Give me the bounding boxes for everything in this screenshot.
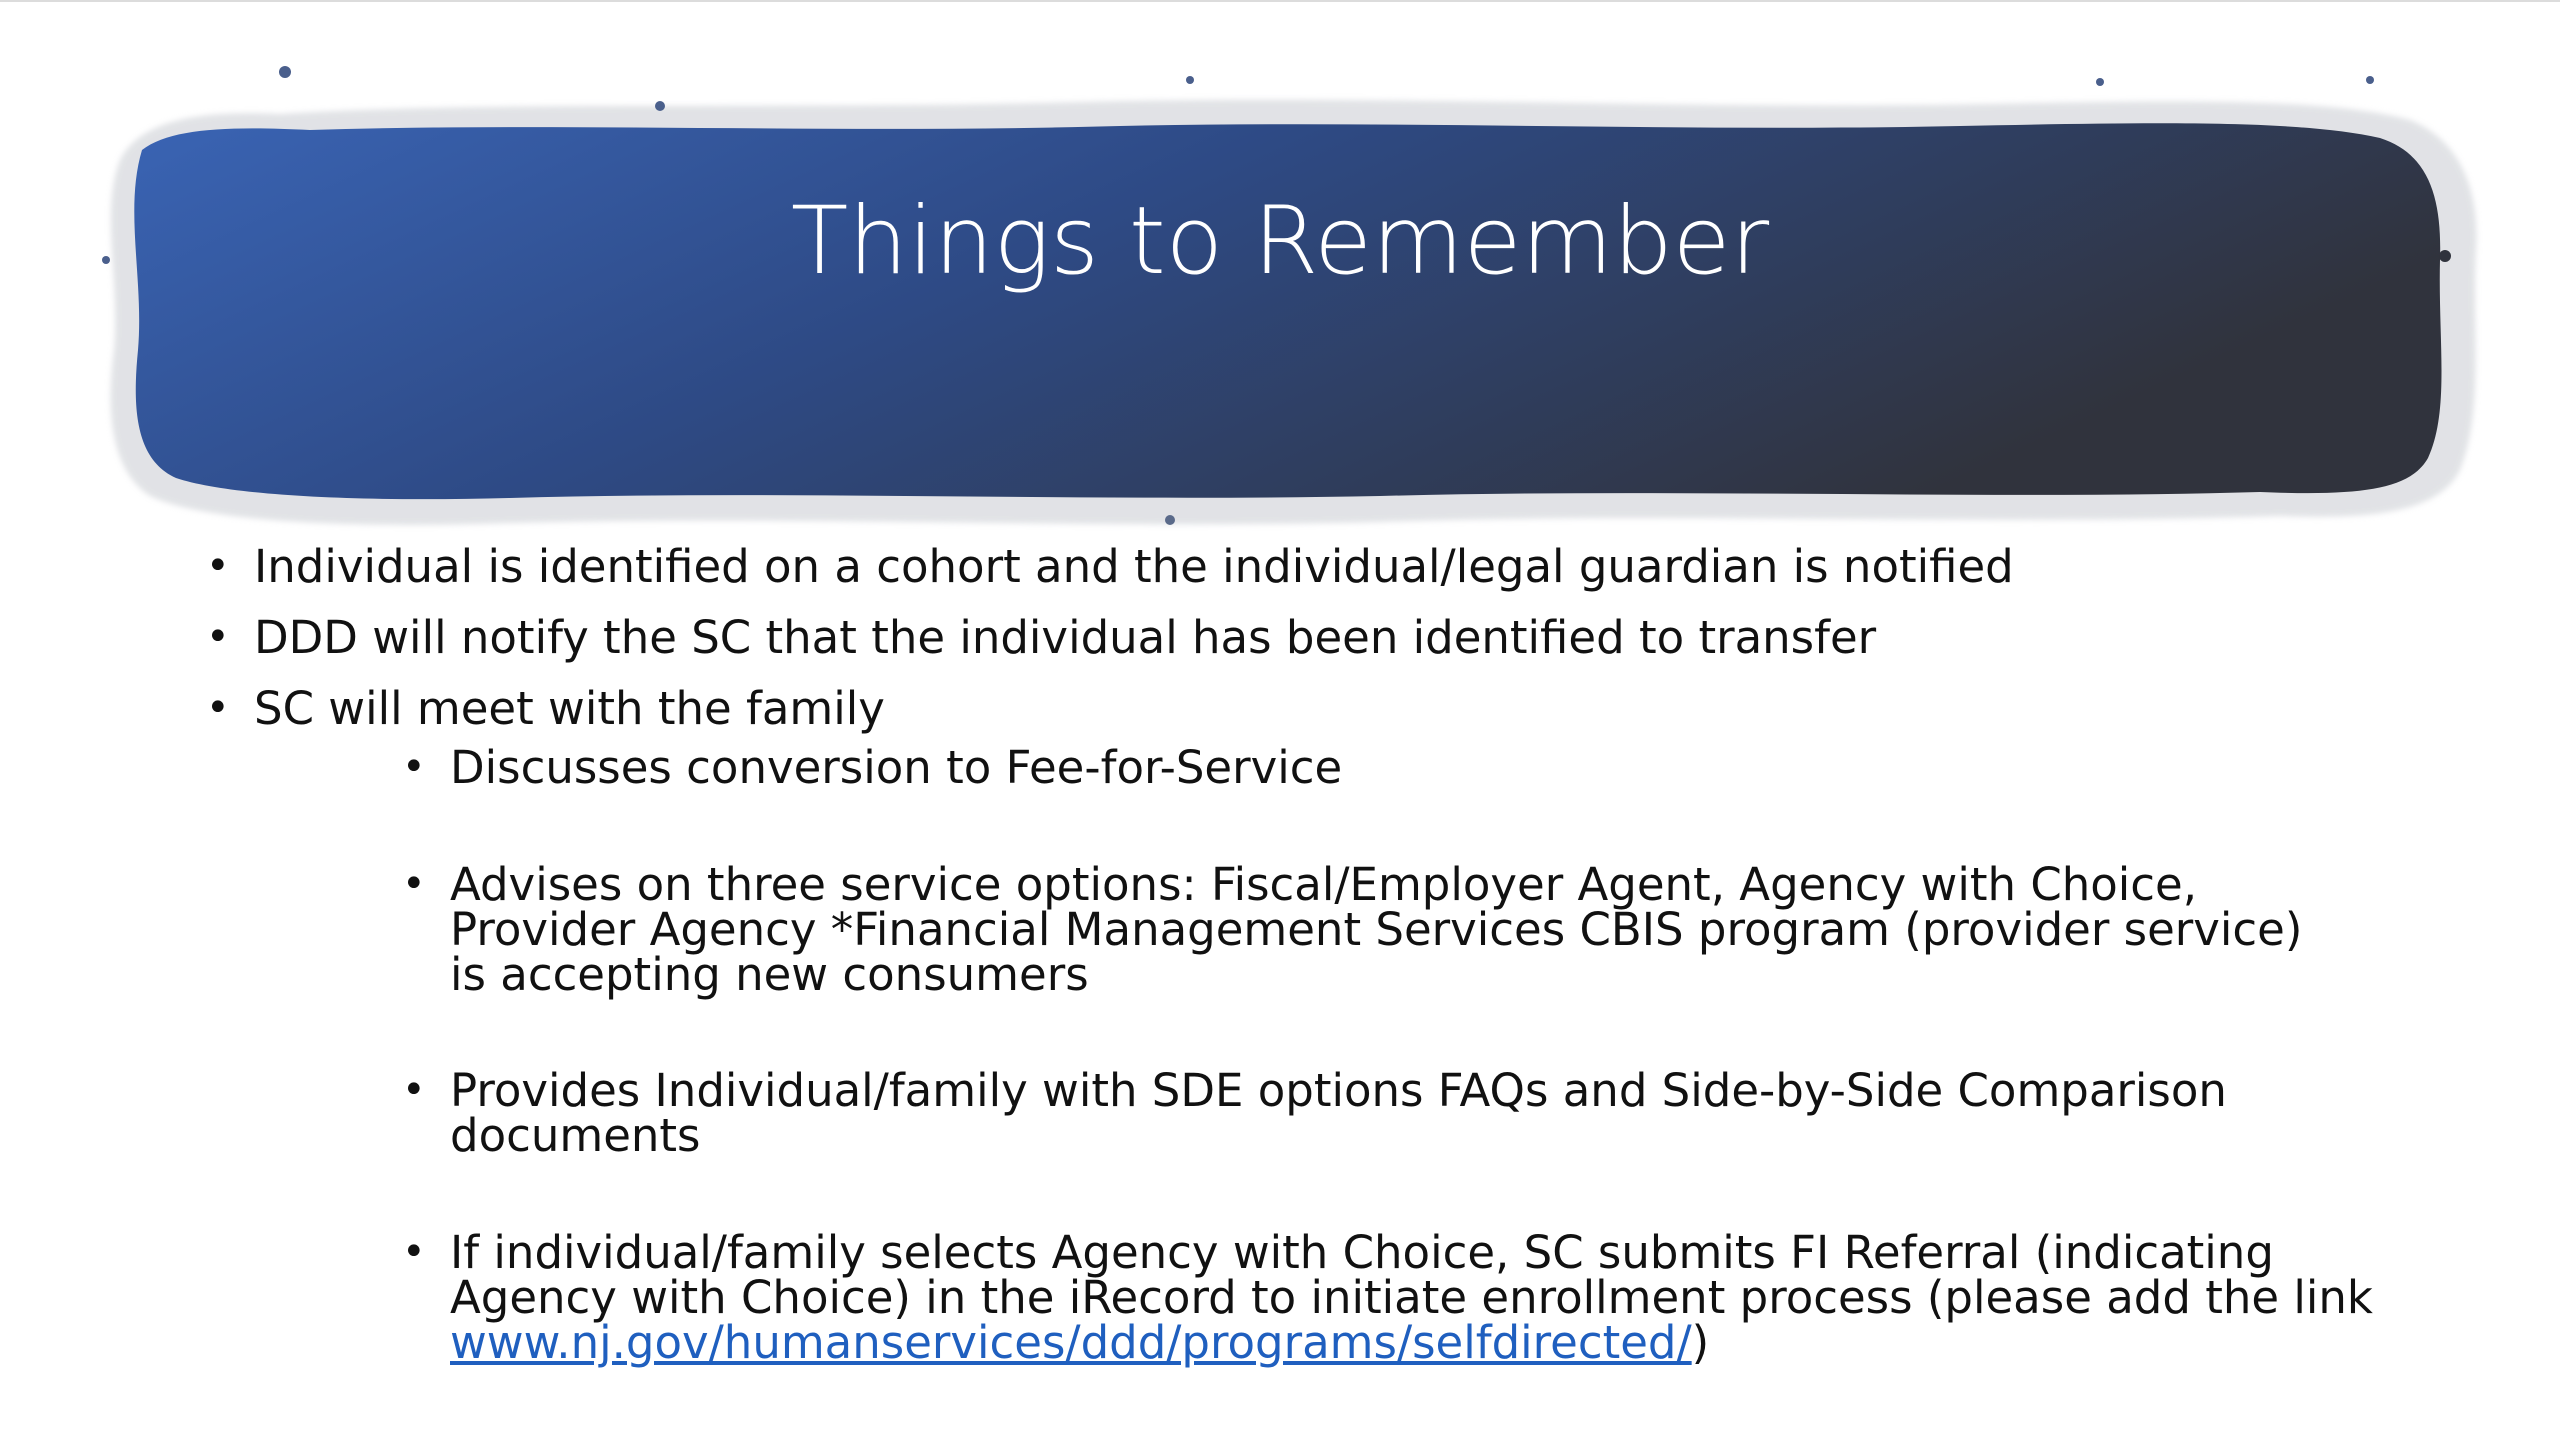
text-line: Discusses conversion to Fee-for-Service [450,741,1343,794]
text-line-with-link [450,1316,2373,1369]
bullet-glyph: • [402,744,426,790]
text-line: Advises on three service options: Fiscal/Employer Agent, Agency with Choice, [450,858,2198,911]
bullet-glyph: • [402,1067,426,1113]
closing-paren: ) [1691,1316,1710,1369]
text-line: If individual/family selects Agency with Choice, SC submits FI Referral (indicating [450,1226,2274,1279]
bullet-glyph: • [206,543,230,589]
bullet-text: Individual is identified on a cohort and the individual/legal guardian is notified [254,540,2014,593]
selfdirected-programs-link[interactable]: www.nj.gov/humanservices/ddd/programs/selfdirected/ [450,1316,1692,1369]
bullet-glyph: • [402,861,426,907]
sub-bullet-text [450,1226,2373,1369]
sub-bullet-text [450,1064,2227,1162]
text-line: Provides Individual/family with SDE options FAQs and Side-by-Side Comparison [450,1064,2227,1117]
text-line: Provider Agency *Financial Management Services CBIS program (provider service) [450,903,2303,956]
text-line: is accepting new consumers [450,948,1089,1001]
bullet-glyph: • [402,1229,426,1275]
bullet-glyph: • [206,685,230,731]
text-line: documents [450,1109,701,1162]
slide-title: Things to Remember [790,187,1770,296]
text-line: Agency with Choice) in the iRecord to initiate enrollment process (please add the link [450,1271,2373,1324]
sub-bullet-text [450,858,2303,1001]
bullet-text: DDD will notify the SC that the individual has been identified to transfer [254,611,1877,664]
sub-bullet-text [450,741,1343,794]
bullet-glyph: • [206,614,230,660]
bullet-text: SC will meet with the family [254,682,885,735]
